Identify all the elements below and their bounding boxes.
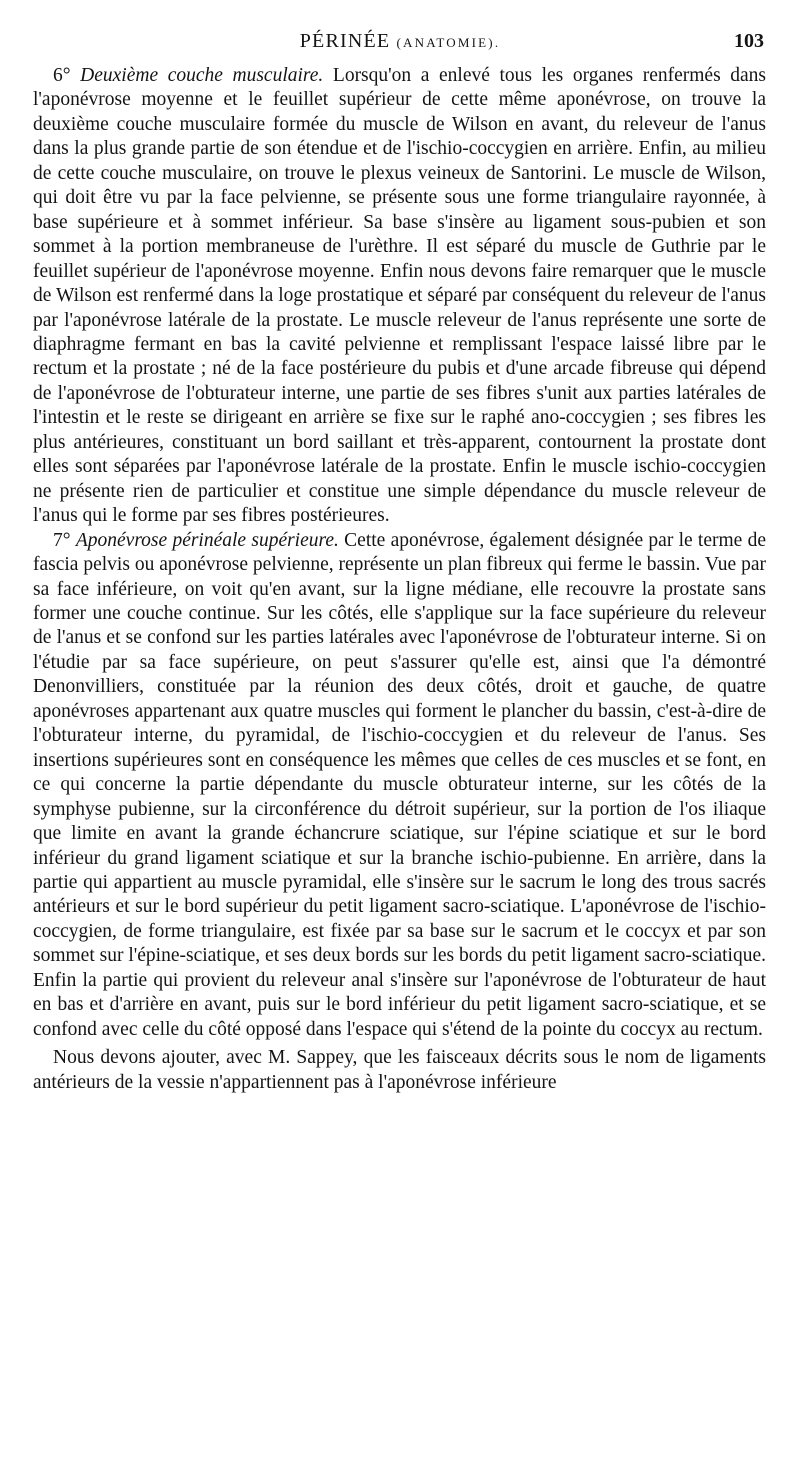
section-number: 6° <box>53 65 71 86</box>
paragraph-text: Lorsqu'on a enlevé tous les organes renfermés dans l'aponévrose moyenne et le feuillet supérieur de cette même aponévrose, on trouve la deuxième couche musculaire formée du muscle de Wilson en avant, du releveur de l'anus dans la plus grande partie de son étendue et de l'ischio-coccygien en arrière. Enfin, au milieu de cette couche musculaire, on trouve le plexus veineux de Santorini. Le muscle de Wilson, qui doit être vu par la face pelvienne, se présente sous une forme triangulaire rayonnée, à base supérieure et à sommet inférieur. Sa base s'insère au ligament sous-pubien et son sommet à la portion membraneuse de l'urèthre. Il est séparé du muscle de Guthrie par le feuillet supérieur de l'aponévrose moyenne. Enfin nous devons faire remarquer que le muscle de Wilson est renfermé dans la loge prostatique et séparé par conséquent du releveur de l'anus par l'aponévrose latérale de la prostate. Le muscle releveur de l'anus représente une sorte de diaphragme fermant en bas la cavité pelvienne et remplissant l'espace laissé libre par le rectum et la prostate ; né de la face postérieure du pubis et d'une arcade fibreuse qui dépend de l'aponévrose de l'obturateur interne, une partie de ses fibres s'unit aux parties latérales de l'intestin et le reste se dirigeant en arrière se fixe sur le raphé ano-coccygien ; ses fibres les plus antérieures, constituant un bord saillant et très-apparent, contournent la prostate dont elles sont séparées par l'aponévrose latérale de la prostate. Enfin le muscle ischio-coccygien ne présente rien de particulier et constitue une simple dépendance du muscle releveur de l'anus qui le forme par ses fibres postérieures. <box>33 65 766 527</box>
page-number: 103 <box>734 30 764 52</box>
body-text <box>33 64 766 1095</box>
section-heading: Aponévrose périnéale supérieure. <box>75 529 339 551</box>
header-subtitle: (ANATOMIE). <box>396 35 501 50</box>
paragraph-text: Cette aponévrose, également désignée par le terme de fascia pelvis ou aponévrose pelvienne, représente un plan fibreux qui ferme le bassin. Vue par sa face inférieure, on voit qu'en avant, sur la ligne médiane, elle recouvre la prostate sans former une couche continue. Sur les côtés, elle s'applique sur la face supérieure du releveur de l'anus et se confond sur les parties latérales avec l'aponévrose de l'obturateur interne. Si on l'étudie par sa face supérieure, on peut s'assurer qu'elle est, ainsi que l'a démontré Denonvilliers, constituée par la réunion des deux côtés, droit et gauche, de quatre aponévroses appartenant aux quatre muscles qui forment le plancher du bassin, c'est-à-dire de l'obturateur interne, du pyramidal, de l'ischio-coccygien et du releveur de l'anus. Ses insertions supérieures sont en conséquence les mêmes que celles de ces muscles et se font, en ce qui concerne la partie dépendante du muscle obturateur interne, sur les côtés de la symphyse pubienne, sur la circonférence du détroit supérieur, sur la portion de l'os iliaque que limite en avant la grande échancrure sciatique, sur l'épine sciatique et sur le bord inférieur du grand ligament sciatique et sur la branche ischio-pubienne. En arrière, dans la partie qui appartient au muscle pyramidal, elle s'insère sur le sacrum le long des trous sacrés antérieurs et sur le bord supérieur du petit ligament sacro-sciatique. L'aponévrose de l'ischio-coccygien, de forme triangulaire, est fixée par sa base sur le sacrum et le coccyx et par son sommet sur l'épine-sciatique, et ses deux bords sur les bords du petit ligament sacro-sciatique. Enfin la partie qui provient du releveur anal s'insère sur l'aponévrose de l'obturateur de haut en bas et d'arrière en avant, puis sur le bord inférieur du petit ligament sacro-sciatique, et se confond avec celle du côté opposé dans l'espace qui s'étend de la pointe du coccyx au rectum. <box>33 529 766 1040</box>
paragraph-sappey <box>33 1046 766 1095</box>
section-heading: Deuxième couche musculaire. <box>80 65 324 86</box>
header-title: PÉRINÉE <box>299 30 391 52</box>
paragraph-text: Nous devons ajouter, avec M. Sappey, que les faisceaux décrits sous le nom de ligaments antérieurs de la vessie n'appartiennent pas à l'aponévrose inférieure <box>33 1047 766 1093</box>
section-number: 7° <box>53 529 71 551</box>
running-title <box>30 30 770 53</box>
paragraph-aponevrose-superieure <box>33 529 766 1043</box>
paragraph-deuxieme-couche <box>33 64 766 529</box>
running-header <box>30 30 770 58</box>
